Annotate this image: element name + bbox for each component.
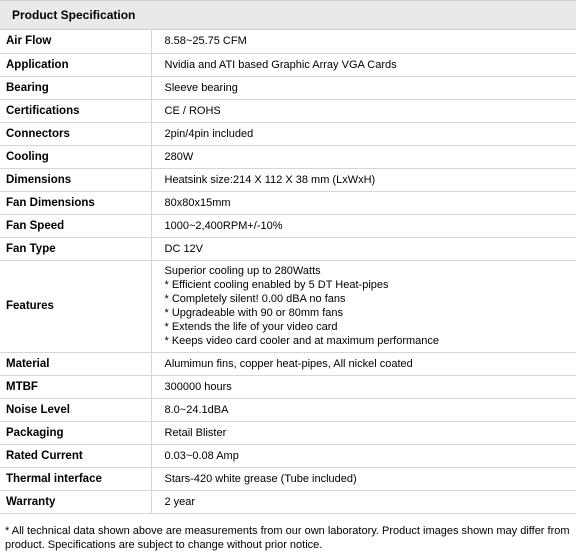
spec-row-fan-type (0, 237, 576, 260)
spec-value: 1000~2,400RPM+/-10% (151, 214, 576, 237)
spec-value: 280W (151, 145, 576, 168)
spec-row-certifications (0, 99, 576, 122)
spec-row-noise-level (0, 398, 576, 421)
spec-row-warranty (0, 490, 576, 513)
features-line: * Upgradeable with 90 or 80mm fans (165, 306, 576, 320)
spec-row-connectors (0, 122, 576, 145)
disclaimer-footnote: * All technical data shown above are measurements from our own laboratory. Product images shown may differ from product. Specifications are subject to change without prior notice. (0, 514, 572, 552)
spec-label: Certifications (0, 99, 151, 122)
spec-label: Rated Current (0, 444, 151, 467)
spec-value: 2 year (151, 490, 576, 513)
spec-value: 0.03~0.08 Amp (151, 444, 576, 467)
spec-value: CE / ROHS (151, 99, 576, 122)
spec-label: Thermal interface (0, 467, 151, 490)
spec-value: Sleeve bearing (151, 76, 576, 99)
spec-value: DC 12V (151, 237, 576, 260)
spec-label: MTBF (0, 375, 151, 398)
spec-label: Packaging (0, 421, 151, 444)
spec-row-thermal-interface (0, 467, 576, 490)
spec-label: Air Flow (0, 30, 151, 53)
spec-table (0, 30, 576, 514)
spec-header (0, 0, 576, 30)
spec-row-mtbf (0, 375, 576, 398)
spec-value: 80x80x15mm (151, 191, 576, 214)
spec-value: Heatsink size:214 X 112 X 38 mm (LxWxH) (151, 168, 576, 191)
spec-label: Features (0, 260, 151, 352)
spec-label: Warranty (0, 490, 151, 513)
spec-row-material (0, 352, 576, 375)
spec-label: Noise Level (0, 398, 151, 421)
spec-row-air-flow (0, 30, 576, 53)
spec-label: Connectors (0, 122, 151, 145)
spec-row-cooling (0, 145, 576, 168)
spec-label: Material (0, 352, 151, 375)
spec-value: Retail Blister (151, 421, 576, 444)
spec-label: Cooling (0, 145, 151, 168)
spec-row-fan-dimensions (0, 191, 576, 214)
spec-row-fan-speed (0, 214, 576, 237)
spec-value: Nvidia and ATI based Graphic Array VGA Cards (151, 53, 576, 76)
spec-label: Fan Speed (0, 214, 151, 237)
spec-value: 2pin/4pin included (151, 122, 576, 145)
spec-row-features (0, 260, 576, 352)
features-line: * Efficient cooling enabled by 5 DT Heat-pipes (165, 278, 576, 292)
spec-row-dimensions (0, 168, 576, 191)
spec-value: Stars-420 white grease (Tube included) (151, 467, 576, 490)
spec-label: Fan Type (0, 237, 151, 260)
features-line: * Extends the life of your video card (165, 320, 576, 334)
spec-label: Fan Dimensions (0, 191, 151, 214)
spec-row-bearing (0, 76, 576, 99)
spec-value: Alumimun fins, copper heat-pipes, All nickel coated (151, 352, 576, 375)
spec-title: Product Specification (12, 8, 135, 22)
spec-label: Application (0, 53, 151, 76)
features-list (151, 260, 576, 352)
spec-value: 300000 hours (151, 375, 576, 398)
spec-label: Bearing (0, 76, 151, 99)
spec-row-application (0, 53, 576, 76)
spec-row-rated-current (0, 444, 576, 467)
features-line: * Keeps video card cooler and at maximum performance (165, 334, 576, 348)
spec-value: 8.58~25.75 CFM (151, 30, 576, 53)
spec-row-packaging (0, 421, 576, 444)
spec-label: Dimensions (0, 168, 151, 191)
features-line: Superior cooling up to 280Watts (165, 264, 576, 278)
spec-value: 8.0~24.1dBA (151, 398, 576, 421)
features-line: * Completely silent! 0.00 dBA no fans (165, 292, 576, 306)
